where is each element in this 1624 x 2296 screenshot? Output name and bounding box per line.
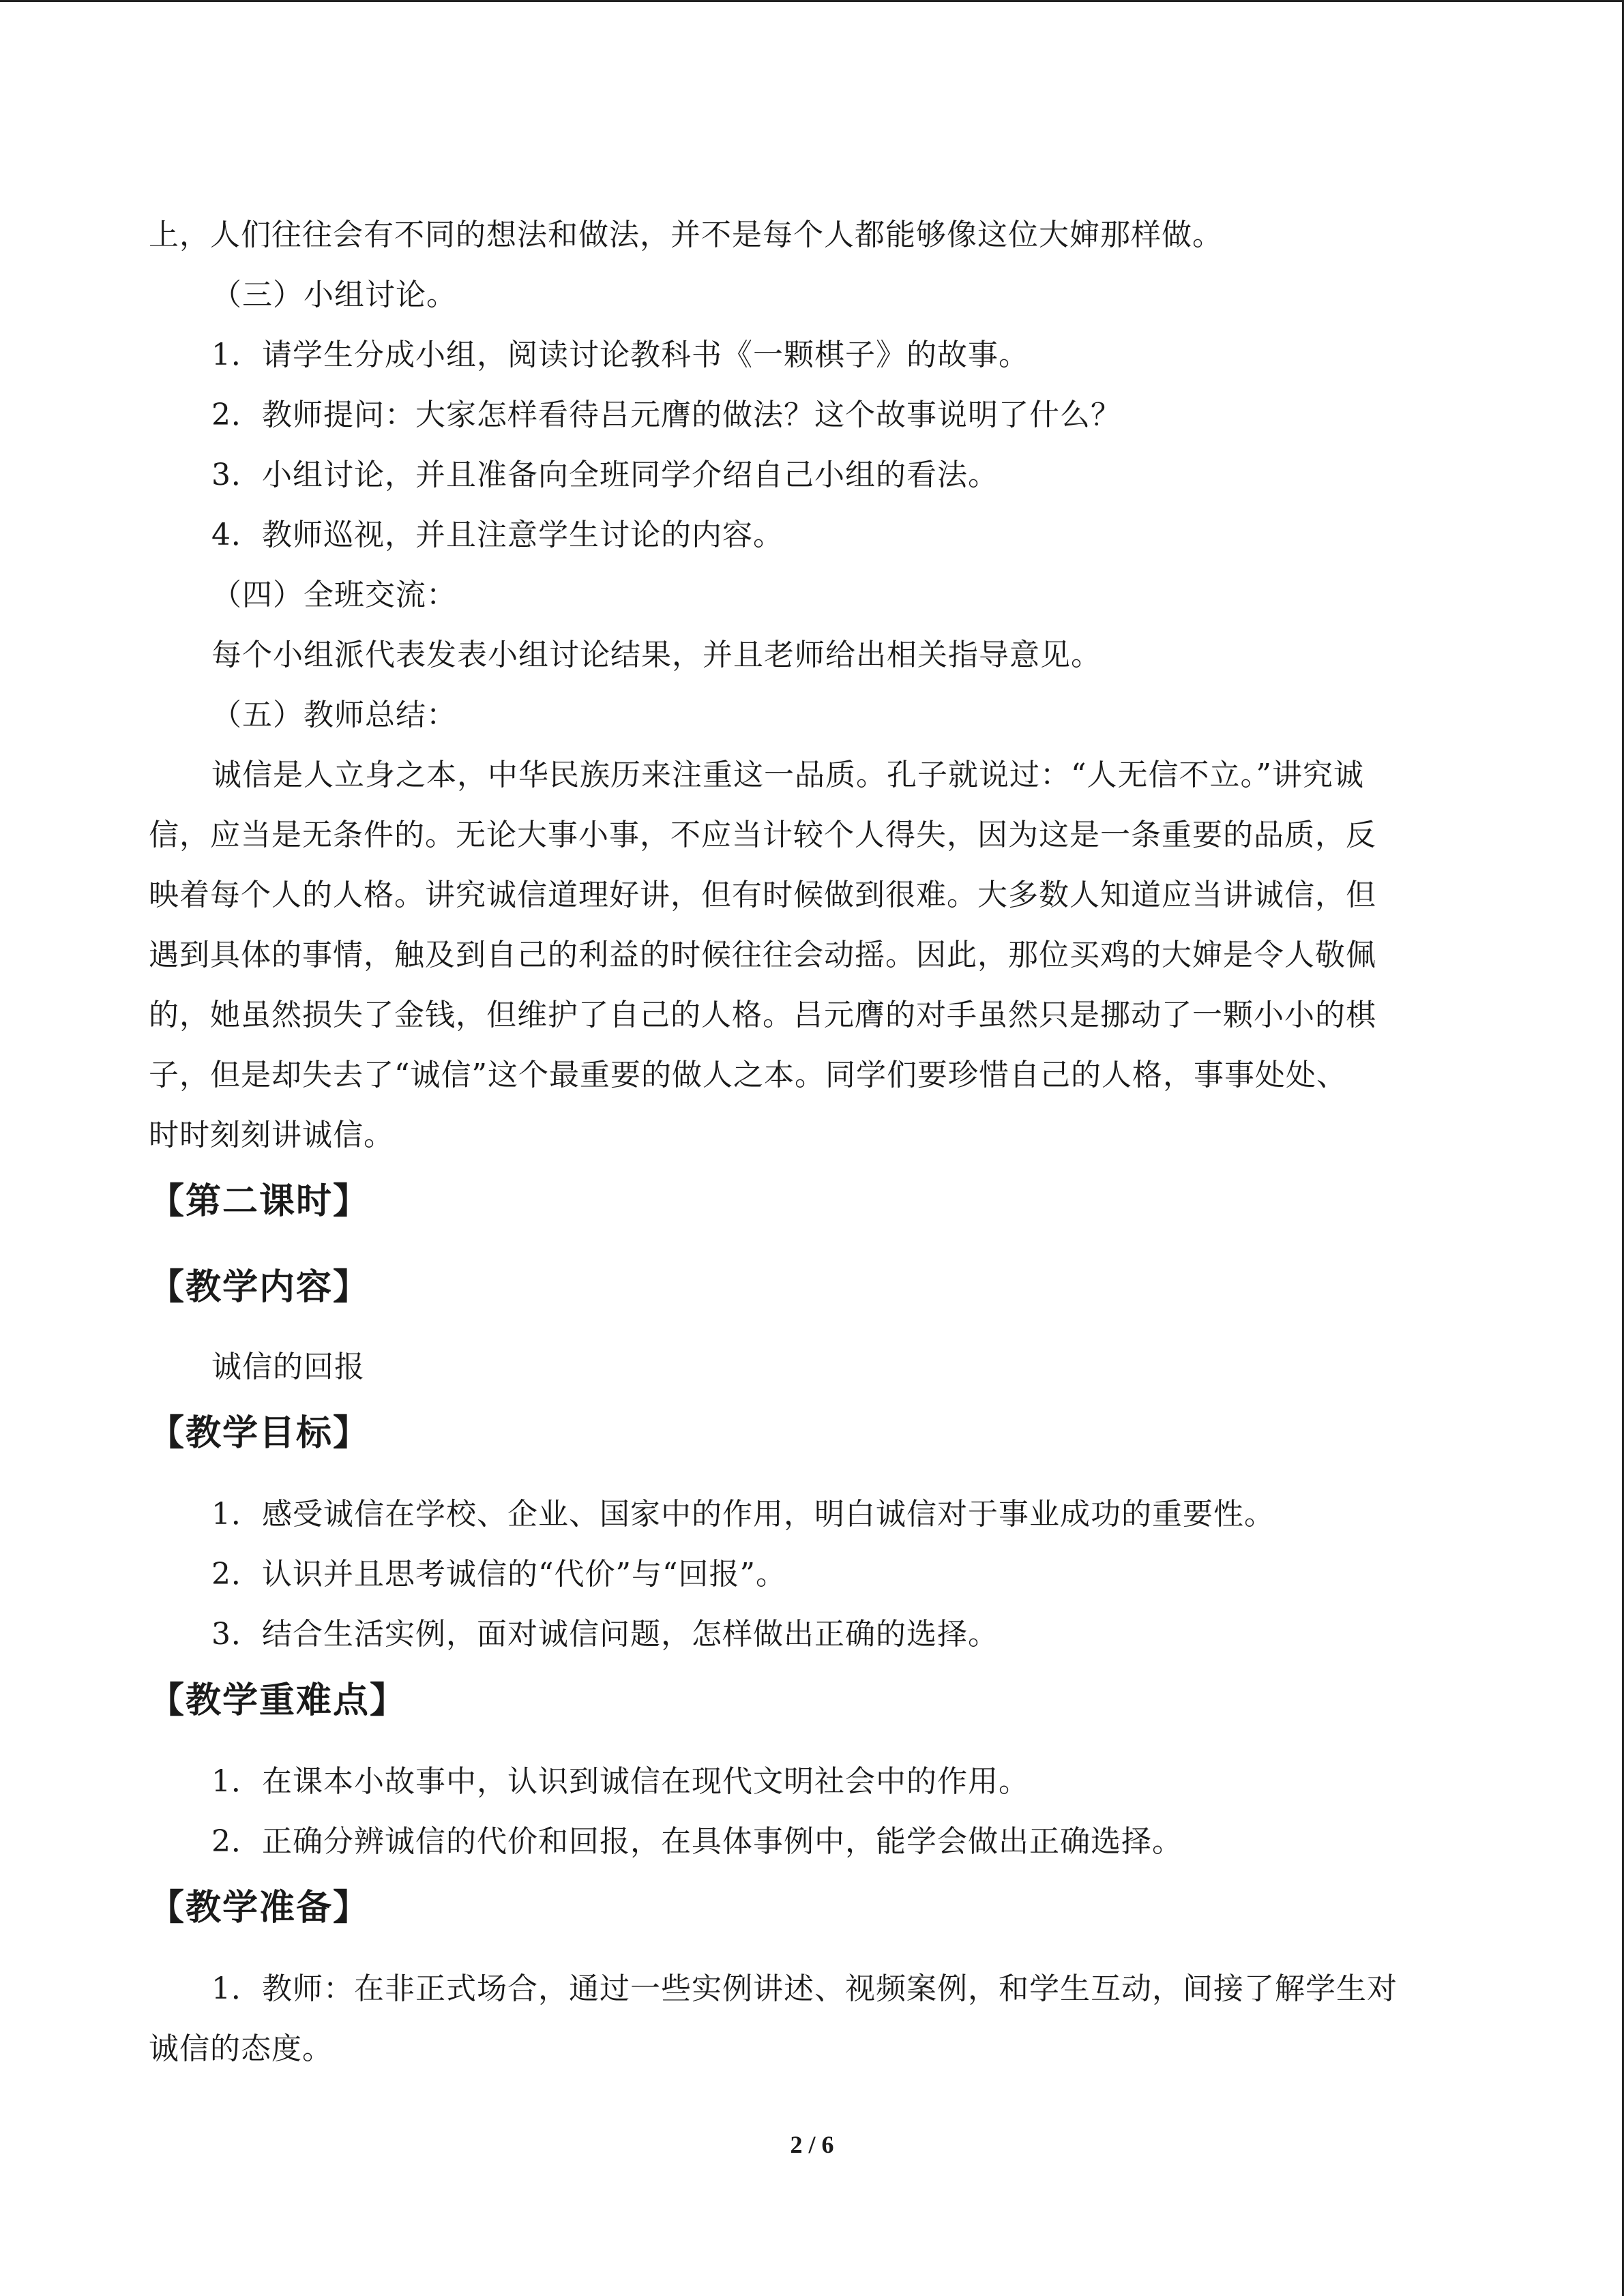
key-points-heading: 【教学重难点】 [149,1680,407,1721]
list-item: 3．小组讨论，并且准备向全班同学介绍自己小组的看法。 [211,458,999,492]
key-point-item: 2．正确分辨诚信的代价和回报，在具体事例中，能学会做出正确选择。 [211,1824,1183,1859]
top-border-line [0,0,1624,2]
lesson2-heading: 【第二课时】 [149,1181,370,1222]
teaching-content-heading: 【教学内容】 [149,1267,370,1308]
body-line: 上，人们往往会有不同的想法和做法，并不是每个人都能够像这位大婶那样做。 [149,218,1223,252]
goal-item: 2．认识并且思考诚信的“代价”与“回报”。 [211,1557,786,1592]
summary-line: 遇到具体的事情，触及到自己的利益的时候往往会动摇。因此，那位买鸡的大婶是令人敬佩 [149,938,1376,972]
key-point-item: 1．在课本小故事中，认识到诚信在现代文明社会中的作用。 [211,1764,1029,1799]
goal-item: 3．结合生活实例，面对诚信问题，怎样做出正确的选择。 [211,1617,999,1652]
summary-line: 的，她虽然损失了金钱，但维护了自己的人格。吕元膺的对手虽然只是挪动了一颗小小的棋 [149,998,1376,1032]
list-item: 1．请学生分成小组，阅读讨论教科书《一颗棋子》的故事。 [211,338,1029,372]
prep-item: 1．教师：在非正式场合，通过一些实例讲述、视频案例，和学生互动，间接了解学生对 [211,1971,1398,2006]
summary-line: 时时刻刻讲诚信。 [149,1118,394,1152]
summary-line: 诚信是人立身之本，中华民族历来注重这一品质。孔子就说过：“人无信不立。”讲究诚 [211,758,1364,792]
prep-item: 诚信的态度。 [149,2031,333,2066]
section-heading-five: （五）教师总结： [211,698,457,732]
summary-line: 子，但是却失去了“诚信”这个最重要的做人之本。同学们要珍惜自己的人格，事事处处、 [149,1058,1347,1092]
teaching-content-text: 诚信的回报 [211,1350,365,1384]
summary-line: 映着每个人的人格。讲究诚信道理好讲，但有时候做到很难。大多数人知道应当讲诚信，但 [149,878,1376,912]
goal-item: 1．感受诚信在学校、企业、国家中的作用，明白诚信对于事业成功的重要性。 [211,1497,1275,1532]
summary-line: 信，应当是无条件的。无论大事小事，不应当计较个人得失，因为这是一条重要的品质，反 [149,818,1376,852]
teaching-prep-heading: 【教学准备】 [149,1888,370,1928]
list-item: 2．教师提问：大家怎样看待吕元膺的做法？这个故事说明了什么？ [211,398,1121,432]
body-line: 每个小组派代表发表小组讨论结果，并且老师给出相关指导意见。 [211,638,1102,672]
section-heading-four: （四）全班交流： [211,578,457,612]
page-number: 2 / 6 [790,2131,834,2158]
section-heading-three: （三）小组讨论。 [211,278,457,312]
teaching-goals-heading: 【教学目标】 [149,1413,370,1454]
list-item: 4．教师巡视，并且注意学生讨论的内容。 [211,518,784,552]
